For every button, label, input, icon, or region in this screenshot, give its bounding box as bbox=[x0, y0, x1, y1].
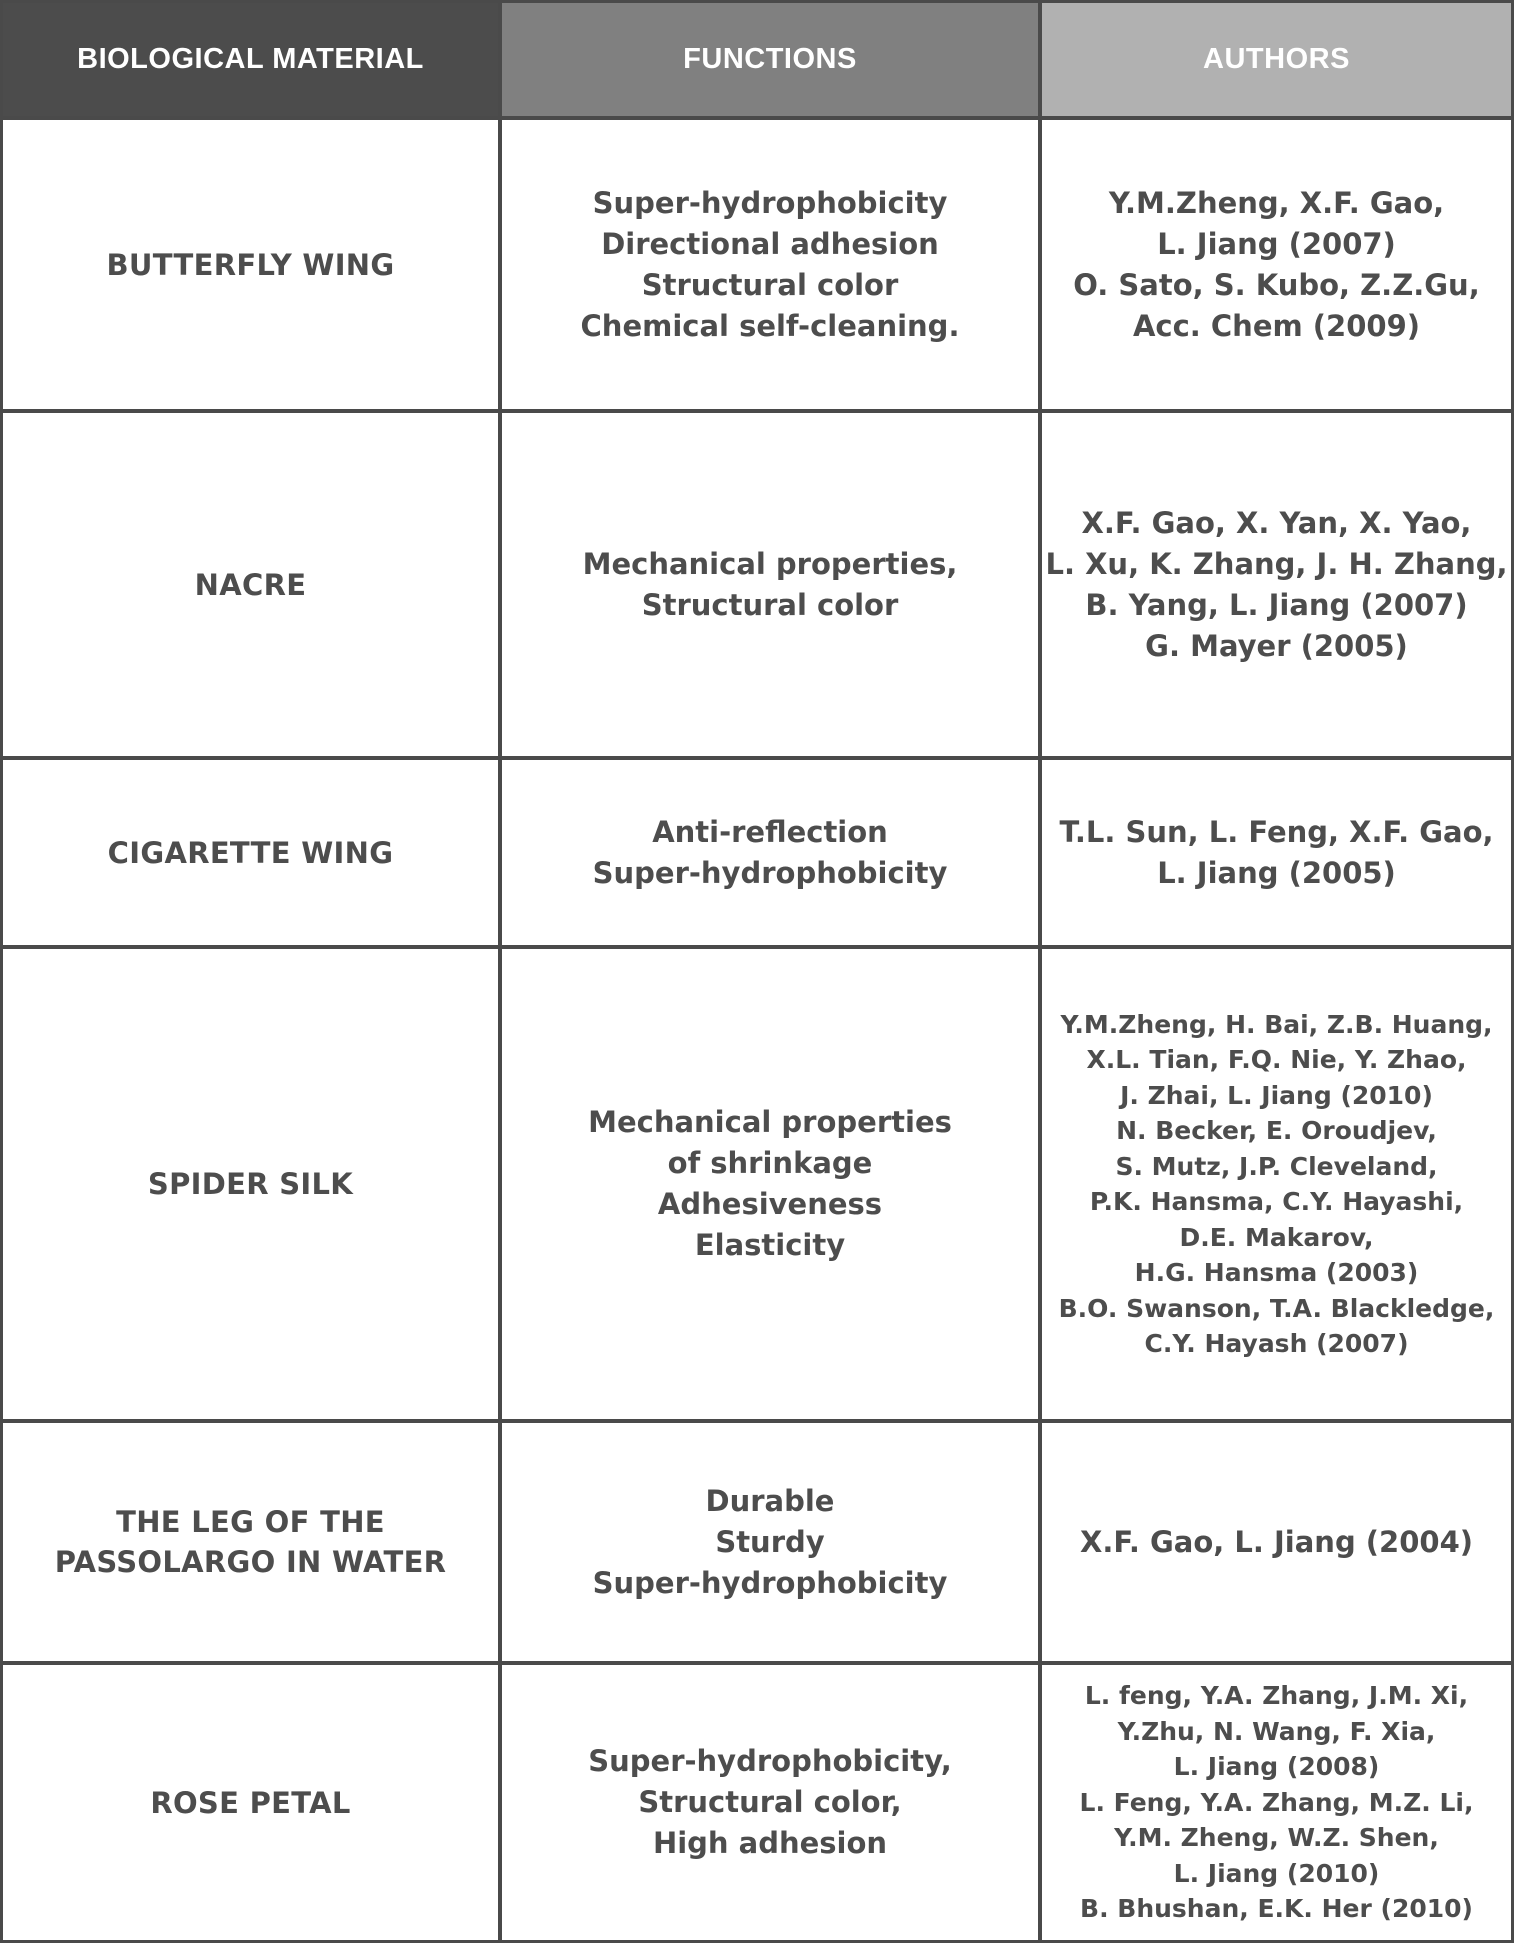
authors-cell bbox=[1042, 760, 1511, 945]
function-item: Directional adhesion bbox=[601, 226, 939, 261]
function-item: High adhesion bbox=[652, 1826, 888, 1860]
function-item: Anti-reflection bbox=[652, 814, 888, 849]
material-cell bbox=[3, 949, 498, 1419]
author-line: X.L. Tian, F.Q. Nie, Y. Zhao, bbox=[1086, 1045, 1467, 1074]
author-line: Y.M.Zheng, H. Bai, Z.B. Huang, bbox=[1060, 1009, 1493, 1039]
material-name: THE LEG OF THE bbox=[116, 1505, 385, 1539]
function-item: Super-hydrophobicity bbox=[592, 185, 948, 220]
function-item: Structural color, bbox=[638, 1785, 902, 1819]
author-line: N. Becker, E. Oroudjev, bbox=[1116, 1116, 1437, 1145]
authors-cell bbox=[1042, 949, 1511, 1419]
authors-cell bbox=[1042, 413, 1511, 756]
functions-cell bbox=[502, 413, 1038, 756]
author-line: B. Yang, L. Jiang (2007) bbox=[1085, 587, 1468, 622]
author-line: P.K. Hansma, C.Y. Hayashi, bbox=[1089, 1187, 1464, 1216]
authors-cell bbox=[1042, 1665, 1511, 1940]
header-biological-material: BIOLOGICAL MATERIAL bbox=[3, 3, 498, 116]
material-cell bbox=[3, 120, 498, 409]
author-line: L. Jiang (2007) bbox=[1157, 226, 1396, 261]
author-line: H.G. Hansma (2003) bbox=[1134, 1258, 1419, 1287]
function-item: Mechanical properties bbox=[588, 1105, 952, 1139]
author-line: B.O. Swanson, T.A. Blackledge, bbox=[1058, 1293, 1495, 1323]
material-name: ROSE PETAL bbox=[150, 1785, 351, 1820]
author-line: G. Mayer (2005) bbox=[1145, 628, 1408, 663]
author-line: X.F. Gao, L. Jiang (2004) bbox=[1079, 1524, 1474, 1559]
author-line: Acc. Chem (2009) bbox=[1132, 308, 1421, 343]
function-item: Adhesiveness bbox=[657, 1187, 883, 1221]
functions-cell bbox=[502, 1665, 1038, 1940]
author-line: B. Bhushan, E.K. Her (2010) bbox=[1080, 1894, 1473, 1924]
author-line: Y.Zhu, N. Wang, F. Xia, bbox=[1117, 1716, 1436, 1746]
author-line: L. feng, Y.A. Zhang, J.M. Xi, bbox=[1084, 1681, 1469, 1711]
author-line: S. Mutz, J.P. Cleveland, bbox=[1115, 1151, 1438, 1181]
function-item: Super-hydrophobicity, bbox=[588, 1744, 952, 1778]
header-functions: FUNCTIONS bbox=[502, 3, 1038, 116]
function-item: Sturdy bbox=[715, 1524, 825, 1559]
author-line: X.F. Gao, X. Yan, X. Yao, bbox=[1081, 505, 1472, 540]
author-line: L. Jiang (2010) bbox=[1173, 1858, 1380, 1888]
material-cell bbox=[3, 760, 498, 945]
author-line: L. Jiang (2008) bbox=[1173, 1752, 1380, 1782]
author-line: J. Zhai, L. Jiang (2010) bbox=[1120, 1080, 1433, 1110]
function-item: Structural color bbox=[641, 267, 899, 302]
author-line: Y.M.Zheng, X.F. Gao, bbox=[1108, 185, 1445, 220]
header-authors: AUTHORS bbox=[1042, 3, 1511, 116]
author-line: T.L. Sun, L. Feng, X.F. Gao, bbox=[1059, 814, 1494, 849]
author-line: O. Sato, S. Kubo, Z.Z.Gu, bbox=[1073, 267, 1480, 302]
functions-cell bbox=[502, 1423, 1038, 1661]
function-item: of shrinkage bbox=[667, 1146, 873, 1180]
function-item: Chemical self-cleaning. bbox=[580, 308, 960, 343]
material-name: BUTTERFLY WING bbox=[106, 247, 395, 282]
material-name: CIGARETTE WING bbox=[107, 835, 394, 870]
authors-cell bbox=[1042, 120, 1511, 409]
material-cell bbox=[3, 1423, 498, 1661]
material-name: PASSOLARGO IN WATER bbox=[54, 1545, 447, 1579]
material-cell bbox=[3, 413, 498, 756]
author-line: D.E. Makarov, bbox=[1179, 1222, 1374, 1252]
functions-cell bbox=[502, 760, 1038, 945]
author-line: L. Feng, Y.A. Zhang, M.Z. Li, bbox=[1079, 1787, 1474, 1817]
function-item: Mechanical properties, bbox=[582, 546, 958, 581]
function-item: Durable bbox=[705, 1483, 835, 1518]
functions-cell bbox=[502, 949, 1038, 1419]
material-name: NACRE bbox=[194, 567, 307, 602]
author-line: L. Xu, K. Zhang, J. H. Zhang, bbox=[1045, 546, 1508, 581]
functions-cell bbox=[502, 120, 1038, 409]
authors-cell bbox=[1042, 1423, 1511, 1661]
author-line: Y.M. Zheng, W.Z. Shen, bbox=[1114, 1823, 1439, 1853]
author-line: C.Y. Hayash (2007) bbox=[1144, 1329, 1409, 1358]
function-item: Super-hydrophobicity bbox=[592, 855, 948, 890]
material-name: SPIDER SILK bbox=[147, 1167, 354, 1201]
material-cell bbox=[3, 1665, 498, 1940]
function-item: Super-hydrophobicity bbox=[592, 1565, 948, 1600]
function-item: Structural color bbox=[641, 587, 899, 622]
function-item: Elasticity bbox=[694, 1228, 846, 1262]
author-line: L. Jiang (2005) bbox=[1157, 855, 1396, 890]
